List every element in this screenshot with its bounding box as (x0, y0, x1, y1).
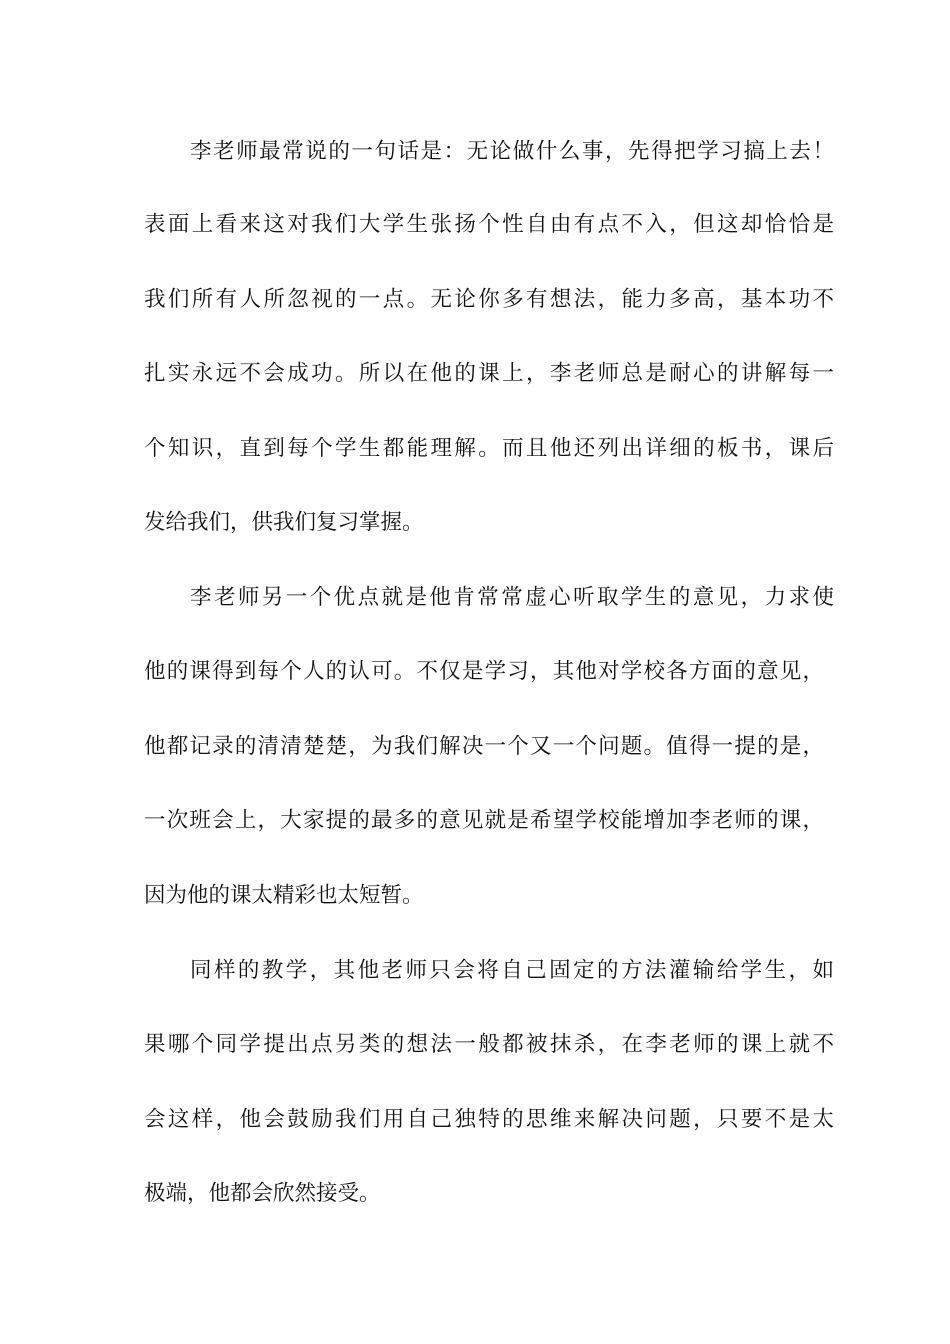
text-line: 表面上看来这对我们大学生张扬个性自由有点不入，但这却恰恰是 (144, 212, 834, 237)
text-line: 果哪个同学提出点另类的想法一般都被抹杀，在李老师的课上就不 (144, 1032, 834, 1057)
text-line: 会这样，他会鼓励我们用自己独特的思维来解决问题，只要不是太 (144, 1107, 834, 1132)
text-line: 李老师最常说的一句话是：无论做什么事，先得把学习搞上去！ (190, 139, 834, 164)
text-line: 同样的教学，其他老师只会将自己固定的方法灌输给学生，如 (190, 958, 834, 983)
text-line: 他的课得到每个人的认可。不仅是学习，其他对学校各方面的意见， (144, 659, 824, 684)
text-line: 他都记录的清清楚楚，为我们解决一个又一个问题。值得一提的是， (144, 734, 824, 759)
text-line: 扎实永远不会成功。所以在他的课上，李老师总是耐心的讲解每一 (144, 361, 834, 386)
text-line: 个知识，直到每个学生都能理解。而且他还列出详细的板书，课后 (144, 436, 834, 461)
text-line: 李老师另一个优点就是他肯常常虚心听取学生的意见，力求使 (190, 585, 834, 610)
text-line: 我们所有人所忽视的一点。无论你多有想法，能力多高，基本功不 (144, 287, 834, 312)
text-line: 因为他的课太精彩也太短暂。 (144, 883, 424, 908)
text-line: 极端，他都会欣然接受。 (144, 1181, 381, 1206)
text-line: 一次班会上，大家提的最多的意见就是希望学校能增加李老师的课， (144, 808, 824, 833)
text-line: 发给我们，供我们复习掌握。 (144, 510, 424, 535)
